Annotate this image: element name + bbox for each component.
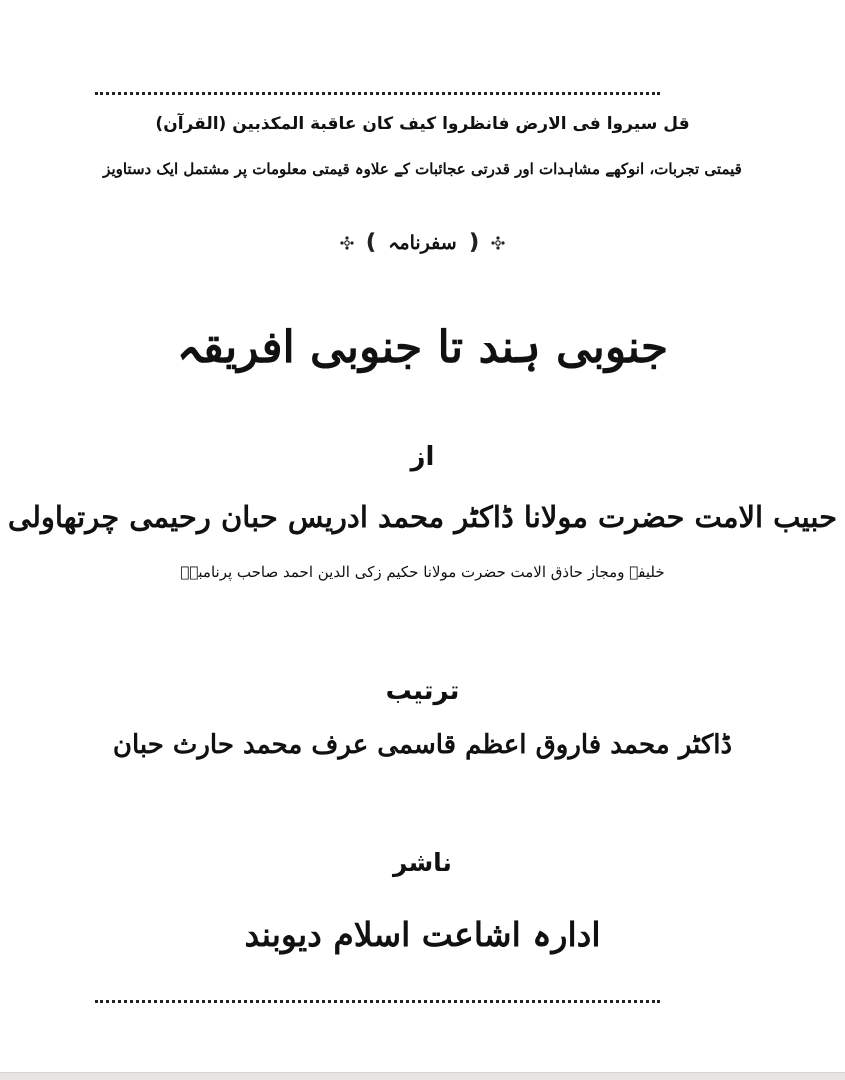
ornate-bracket-left: ❪: [361, 230, 381, 255]
genre-badge-row: [0, 230, 845, 255]
compiler-name: ڈاکٹر محمد فاروق اعظم قاسمی عرف محمد حارث حبان: [112, 730, 733, 760]
publisher-name: ادارہ اشاعت اسلام دیوبند: [244, 915, 601, 954]
author-affiliation: خلیفہ ومجاز حاذق الامت حضرت مولانا حکیم زکی الدین احمد صاحب پرنامبٹؒ: [180, 563, 665, 581]
top-dotted-rule: [95, 92, 660, 95]
book-title: جنوبی ہند تا جنوبی افریقہ: [176, 322, 669, 373]
genre-badge: سفرنامہ: [388, 231, 457, 254]
author-name: حبیب الامت حضرت مولانا ڈاکٹر محمد ادریس حبان رحیمی چرتھاولی: [7, 500, 838, 534]
ornament-icon: [491, 236, 505, 250]
ornament-icon: [340, 236, 354, 250]
bottom-dotted-rule: [95, 1000, 660, 1003]
publisher-label: ناشر: [393, 848, 452, 877]
viewer-bottom-edge: [0, 1072, 845, 1080]
ornate-bracket-right: ❫: [464, 230, 484, 255]
by-label: از: [410, 442, 435, 472]
subtitle-description: قیمتی تجربات، انوکھے مشاہدات اور قدرتی عجائبات کے علاوہ قیمتی معلومات پر مشتمل ایک دستاویز: [103, 160, 742, 178]
compiler-label: ترتیب: [385, 676, 460, 706]
quran-verse: قل سیروا فی الارض فانظروا کیف کان عاقبة المکذبین (القرآن): [155, 114, 690, 134]
